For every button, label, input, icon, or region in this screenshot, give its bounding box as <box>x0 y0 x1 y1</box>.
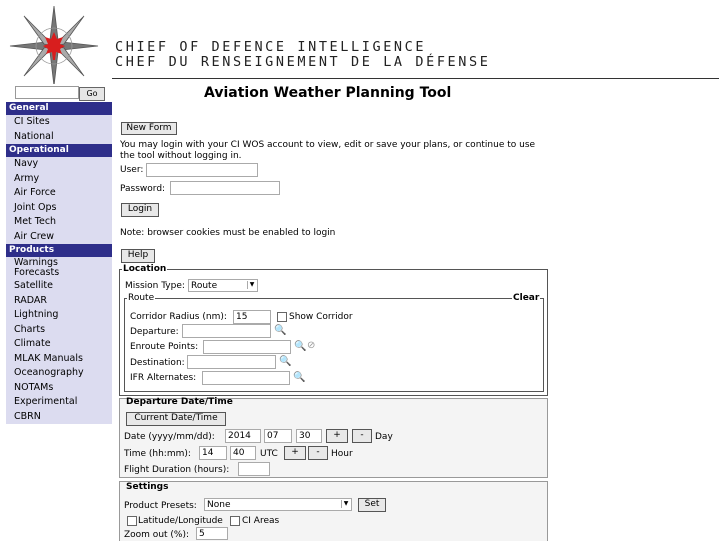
mission-type-select[interactable] <box>188 279 258 292</box>
sidebar-section-general: General <box>6 102 112 115</box>
ci-areas-checkbox[interactable] <box>230 516 240 526</box>
search-icon[interactable]: 🔍 <box>274 325 287 336</box>
help-button[interactable]: Help <box>121 249 155 263</box>
destination-input[interactable] <box>187 355 276 369</box>
date-label: Date (yyyy/mm/dd): <box>124 432 215 442</box>
hour-label: Hour <box>331 449 353 459</box>
show-corridor-checkbox[interactable] <box>277 312 287 322</box>
mission-type-value: Route <box>191 281 218 291</box>
sidebar-item-air-force[interactable]: Air Force <box>14 187 56 198</box>
product-presets-select[interactable] <box>204 498 352 511</box>
latlon-label: Latitude/Longitude <box>138 516 223 526</box>
enroute-points-input[interactable] <box>203 340 291 354</box>
product-presets-label: Product Presets: <box>124 501 197 511</box>
corridor-radius-label: Corridor Radius (nm): <box>130 312 227 322</box>
route-legend: Route <box>128 293 155 303</box>
hour-minus-button[interactable]: - <box>308 446 328 460</box>
intro-text-line1: You may login with your CI WOS account to view, edit or save your plans, or continue to use <box>120 140 536 150</box>
sidebar-item-notams[interactable]: NOTAMs <box>14 381 54 393</box>
header-title-fr: CHEF DU RENSEIGNEMENT DE LA DÉFENSE <box>115 54 491 70</box>
new-form-button[interactable]: New Form <box>121 122 177 135</box>
sidebar-item-satellite[interactable]: Satellite <box>14 280 53 291</box>
zoom-out-input[interactable]: 5 <box>196 527 228 540</box>
sidebar-search <box>6 84 112 102</box>
sidebar-item-navy[interactable]: Navy <box>14 158 39 169</box>
location-legend: Location <box>123 264 167 274</box>
sidebar-section-products: Products <box>6 244 112 257</box>
enroute-points-label: Enroute Points: <box>130 342 199 352</box>
cookie-note: Note: browser cookies must be enabled to login <box>120 228 336 238</box>
sidebar-section-operational: Operational <box>6 144 112 157</box>
sidebar-item-charts[interactable]: Charts <box>14 323 46 335</box>
go-button[interactable]: Go <box>79 87 105 101</box>
password-label: Password: <box>120 184 166 194</box>
departure-input[interactable] <box>182 324 271 338</box>
ifr-alternates-label: IFR Alternates: <box>130 373 197 383</box>
sidebar-item-cbrn[interactable]: CBRN <box>14 410 41 422</box>
sidebar-item-climate[interactable]: Climate <box>14 338 51 349</box>
day-input[interactable]: 30 <box>296 429 322 443</box>
user-input[interactable] <box>146 163 258 177</box>
user-label: User: <box>120 165 144 175</box>
zoom-out-label: Zoom out (%): <box>124 530 190 540</box>
current-datetime-button[interactable]: Current Date/Time <box>126 412 226 426</box>
latlon-checkbox[interactable] <box>127 516 137 526</box>
password-input[interactable] <box>170 181 280 195</box>
page-title: Aviation Weather Planning Tool <box>204 85 452 101</box>
sidebar-item-met-tech[interactable]: Met Tech <box>14 216 57 227</box>
sidebar <box>6 84 112 424</box>
departure-title: Departure Date/Time <box>126 397 233 407</box>
show-corridor-label: Show Corridor <box>289 312 353 322</box>
product-presets-value: None <box>207 500 231 510</box>
hour-input[interactable]: 14 <box>199 446 227 460</box>
day-label: Day <box>375 432 393 442</box>
intro-text-line2: the tool without logging in. <box>120 151 242 161</box>
hour-plus-button[interactable]: + <box>284 446 306 460</box>
chevron-down-icon: ▼ <box>247 281 256 289</box>
search-icon[interactable]: 🔍 <box>293 372 306 383</box>
settings-title: Settings <box>126 482 169 492</box>
minute-input[interactable]: 40 <box>230 446 256 460</box>
login-button[interactable]: Login <box>121 203 159 217</box>
search-icon[interactable]: 🔍 <box>294 341 307 352</box>
sidebar-item-warnings-forecasts[interactable]: Warnings Forecasts <box>14 257 60 278</box>
sidebar-item-army[interactable]: Army <box>14 172 40 184</box>
sidebar-item-radar[interactable]: RADAR <box>14 294 47 306</box>
globe-icon[interactable]: ⊘ <box>307 340 316 351</box>
day-increment-button[interactable]: + <box>326 429 348 443</box>
mission-type-label: Mission Type: <box>125 281 185 291</box>
set-button[interactable]: Set <box>358 498 386 512</box>
ci-areas-label: CI Areas <box>242 516 280 526</box>
sidebar-item-national[interactable]: National <box>14 130 54 142</box>
sidebar-item-lightning[interactable]: Lightning <box>14 309 59 320</box>
departure-label: Departure: <box>130 327 179 337</box>
year-input[interactable]: 2014 <box>225 429 261 443</box>
sidebar-item-joint-ops[interactable]: Joint Ops <box>14 201 57 213</box>
sidebar-search-input[interactable] <box>15 86 79 99</box>
sidebar-item-oceanography[interactable]: Oceanography <box>14 367 84 378</box>
header-divider <box>112 78 719 79</box>
flight-duration-label: Flight Duration (hours): <box>124 465 230 475</box>
chevron-down-icon: ▼ <box>341 500 350 508</box>
ifr-alternates-input[interactable] <box>202 371 290 385</box>
month-input[interactable]: 07 <box>264 429 292 443</box>
sidebar-item-mlak-manuals[interactable]: MLAK Manuals <box>14 352 83 364</box>
sidebar-item-air-crew[interactable]: Air Crew <box>14 230 55 242</box>
corridor-radius-input[interactable]: 15 <box>233 310 271 324</box>
time-label: Time (hh:mm): <box>124 449 191 459</box>
cdi-logo <box>8 4 100 88</box>
day-decrement-button[interactable]: - <box>352 429 372 443</box>
utc-label: UTC <box>260 449 278 459</box>
flight-duration-input[interactable] <box>238 462 270 476</box>
sidebar-item-experimental[interactable]: Experimental <box>14 396 78 407</box>
search-icon[interactable]: 🔍 <box>279 356 292 367</box>
clear-link[interactable]: Clear <box>513 293 540 303</box>
header-title-en: CHIEF OF DEFENCE INTELLIGENCE <box>115 39 427 55</box>
destination-label: Destination: <box>130 358 185 368</box>
sidebar-item-ci-sites[interactable]: CI Sites <box>14 116 50 127</box>
